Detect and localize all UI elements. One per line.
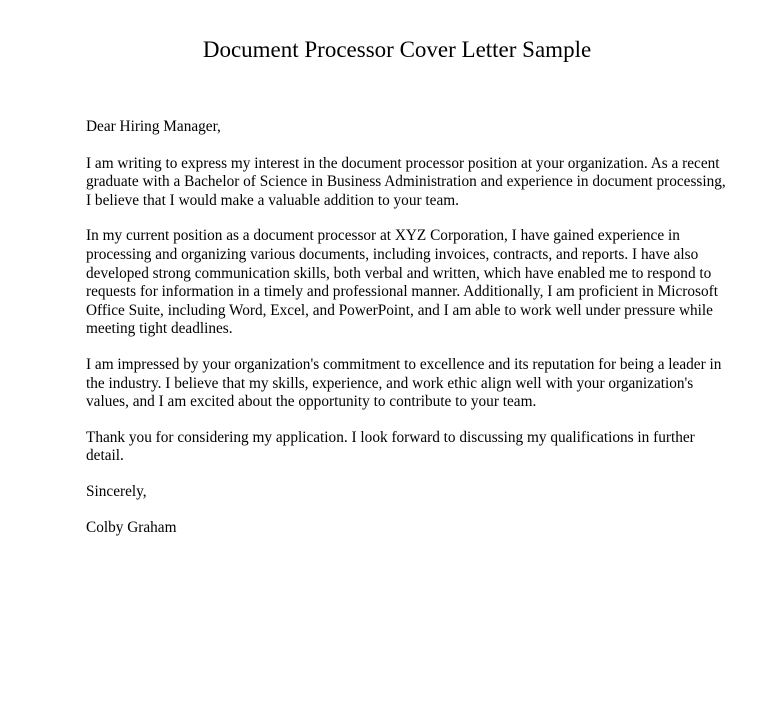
letter-salutation: Dear Hiring Manager, — [86, 118, 221, 135]
letter-closing: Sincerely, — [86, 482, 147, 500]
letter-signature: Colby Graham — [86, 518, 177, 536]
letter-paragraph-motivation: I am impressed by your organization's commitment to excellence and its reputation for being a leader in the industry. I believe that my skills, experience, and work ethic align well with your organization's values, and I am excited about the opportunity to contribute to your team. — [86, 355, 722, 411]
letter-paragraph-thanks: Thank you for considering my application. I look forward to discussing my qualifications in further detail. — [86, 428, 695, 465]
letter-paragraph-experience: In my current position as a document processor at XYZ Corporation, I have gained experience in processing and organizing various documents, including invoices, contracts, and reports. I have also developed strong communication skills, both verbal and written, which have enabled me to respond to requests for information in a timely and professional manner. Additionally, I am proficient in Microsoft Office Suite, including Word, Excel, and PowerPoint, and I am able to work well under pressure while meeting tight deadlines. — [86, 227, 718, 338]
letter-paragraph-intro: I am writing to express my interest in the document processor position at your organization. As a recent graduate with a Bachelor of Science in Business Administration and experience in document processing, I believe that I would make a valuable addition to your team. — [86, 154, 726, 209]
letter-body — [86, 118, 726, 554]
document-title: Document Processor Cover Letter Sample — [202, 37, 592, 62]
